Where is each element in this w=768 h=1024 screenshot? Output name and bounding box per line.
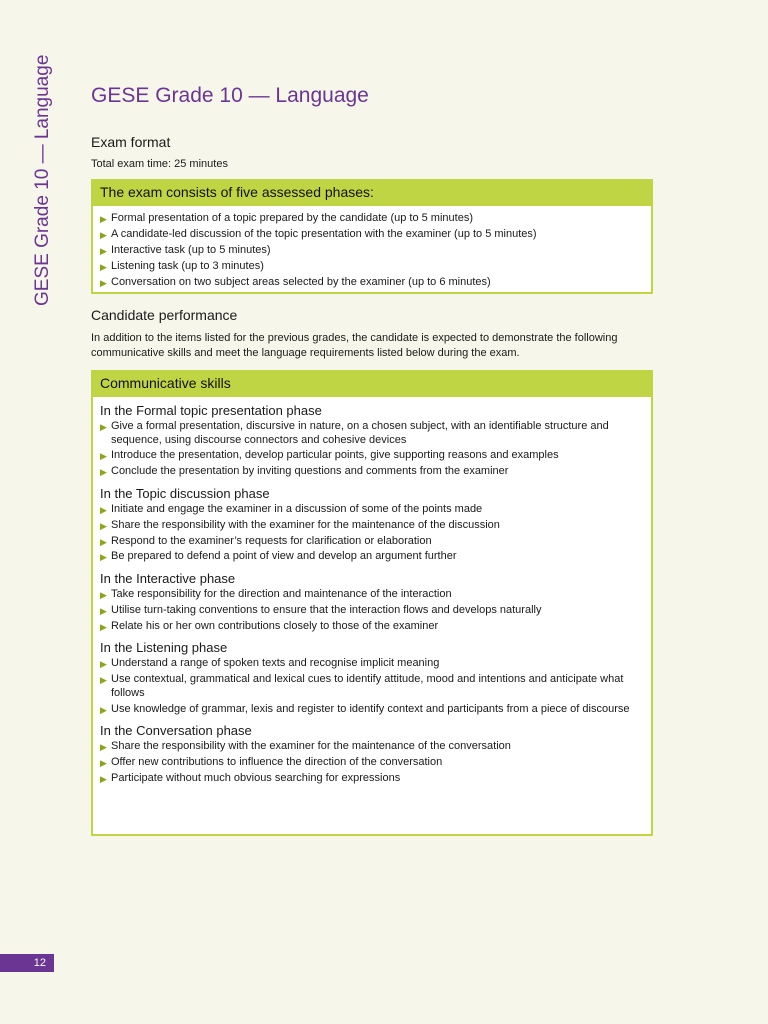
bullet-icon: ▶ xyxy=(100,422,107,432)
phase-title: In the Topic discussion phase xyxy=(100,485,270,501)
bullet-icon: ▶ xyxy=(100,704,107,715)
bullet-icon: ▶ xyxy=(100,659,107,670)
bullet-icon: ▶ xyxy=(100,536,107,547)
list-item: ▶ Use knowledge of grammar, lexis and register to identify context and participants from a piece of discourse xyxy=(93,703,644,717)
exam-format-heading: Exam format xyxy=(91,134,171,150)
bullet-icon: ▶ xyxy=(100,605,107,616)
bullet-icon: ▶ xyxy=(100,467,107,478)
list-item: ▶ Give a formal presentation, discursive in nature, on a chosen subject, with an identifiable structure and sequence, using discourse connectors and cohesive devices xyxy=(100,420,609,446)
list-item: ▶ Share the responsibility with the examiner for the maintenance of the conversation xyxy=(93,740,644,754)
total-exam-time: Total exam time: 25 minutes xyxy=(91,158,228,170)
bullet-icon: ▶ xyxy=(100,589,107,600)
list-item: ▶ Be prepared to defend a point of view and develop an argument further xyxy=(93,550,644,564)
list-item: ▶ Share the responsibility with the examiner for the maintenance of the discussion xyxy=(93,519,644,533)
list-item: ▶ Conclude the presentation by inviting questions and comments from the examiner xyxy=(93,465,644,479)
page-number: 12 xyxy=(0,954,54,972)
bullet-icon: ▶ xyxy=(100,277,107,288)
communicative-skills-box xyxy=(91,370,653,836)
bullet-icon: ▶ xyxy=(100,504,107,515)
list-item: ▶ Offer new contributions to influence the direction of the conversation xyxy=(93,756,644,770)
list-item: ▶ Introduce the presentation, develop particular points, give supporting reasons and examples xyxy=(93,449,644,463)
bullet-icon: ▶ xyxy=(100,773,107,784)
phases-box xyxy=(91,179,653,294)
phase-title: In the Listening phase xyxy=(100,640,228,656)
skills-content xyxy=(93,397,651,785)
communicative-skills-title: Communicative skills xyxy=(93,372,651,397)
phase-conversation xyxy=(100,723,644,785)
list-item: ▶ Initiate and engage the examiner in a discussion of some of the points made xyxy=(93,503,644,517)
bullet-icon: ▶ xyxy=(100,621,107,632)
bullet-icon: ▶ xyxy=(100,229,107,240)
bullet-icon: ▶ xyxy=(100,742,107,753)
list-item: ▶ Formal presentation of a topic prepared by the candidate (up to 5 minutes) xyxy=(93,212,651,226)
phase-title: In the Interactive phase xyxy=(100,570,236,586)
phase-title: In the Formal topic presentation phase xyxy=(100,403,322,418)
list-item: ▶ Relate his or her own contributions closely to those of the examiner xyxy=(93,620,644,634)
bullet-icon: ▶ xyxy=(100,451,107,462)
candidate-performance-text: In addition to the items listed for the previous grades, the candidate is expected to demonstrate the following communicative skills and meet the language requirements listed below during the exam. xyxy=(91,332,618,359)
phase-listening xyxy=(100,640,644,716)
phases-list xyxy=(93,206,651,289)
list-item: ▶ A candidate-led discussion of the topic presentation with the examiner (up to 5 minutes) xyxy=(93,228,651,242)
list-item: ▶ Understand a range of spoken texts and recognise implicit meaning xyxy=(93,657,644,671)
vertical-section-title: GESE Grade 10 — Language xyxy=(32,54,53,306)
list-item: ▶ Respond to the examiner’s requests for clarification or elaboration xyxy=(93,535,644,549)
list-item: ▶ Conversation on two subject areas selected by the examiner (up to 6 minutes) xyxy=(93,276,651,290)
page-title: GESE Grade 10 — Language xyxy=(91,84,369,107)
bullet-icon: ▶ xyxy=(100,245,107,256)
list-item: ▶ Use contextual, grammatical and lexical cues to identify attitude, mood and intentions and anticipate what follows xyxy=(100,673,624,699)
bullet-icon: ▶ xyxy=(100,757,107,768)
phase-topic-discussion xyxy=(100,486,644,564)
candidate-performance-heading: Candidate performance xyxy=(91,307,238,323)
bullet-icon: ▶ xyxy=(100,261,107,272)
phase-formal-presentation xyxy=(100,403,644,479)
list-item: ▶ Interactive task (up to 5 minutes) xyxy=(93,244,651,258)
bullet-icon: ▶ xyxy=(100,675,107,686)
bullet-icon: ▶ xyxy=(100,214,107,224)
bullet-icon: ▶ xyxy=(100,552,107,563)
list-item: ▶ Utilise turn-taking conventions to ensure that the interaction flows and develops naturally xyxy=(93,604,644,618)
phase-title: In the Conversation phase xyxy=(100,723,252,739)
phase-interactive xyxy=(100,571,644,633)
bullet-icon: ▶ xyxy=(100,520,107,531)
list-item: ▶ Take responsibility for the direction and maintenance of the interaction xyxy=(93,588,644,602)
list-item: ▶ Listening task (up to 3 minutes) xyxy=(93,260,651,274)
list-item: ▶ Participate without much obvious searching for expressions xyxy=(93,772,644,786)
phases-box-title: The exam consists of five assessed phases: xyxy=(93,181,651,206)
